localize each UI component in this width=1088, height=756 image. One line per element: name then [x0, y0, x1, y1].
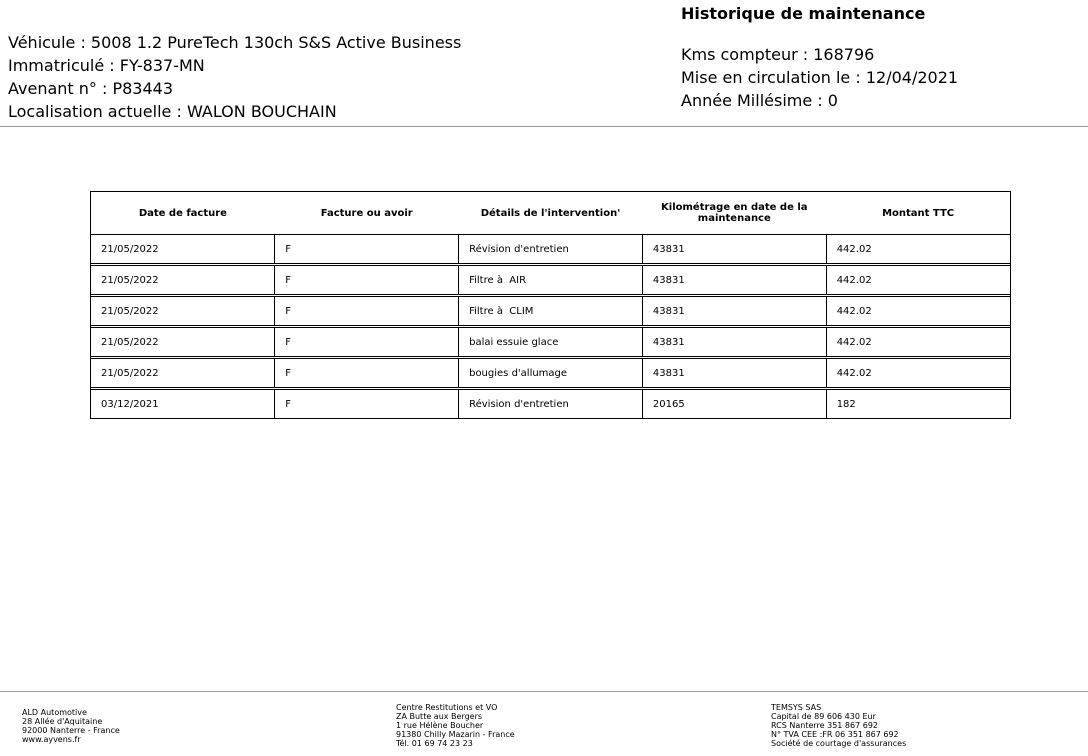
cell-invoice-type: F — [275, 235, 459, 264]
footer-line: TEMSYS SAS — [771, 703, 822, 712]
footer-divider — [0, 691, 1088, 692]
footer-line: 28 Allée d'Aquitaine — [22, 717, 103, 726]
footer-return-center — [396, 703, 515, 748]
vehicle-location: Localisation actuelle : WALON BOUCHAIN — [8, 102, 337, 121]
cell-invoice-type: F — [275, 266, 459, 295]
cell-amount: 182 — [826, 390, 1010, 419]
footer-company — [22, 708, 120, 744]
footer-line: Capital de 89 606 430 Eur — [771, 712, 876, 721]
col-amount: Montant TTC — [826, 192, 1010, 235]
col-mileage: Kilométrage en date de la maintenance — [642, 192, 826, 235]
registration-date: Mise en circulation le : 12/04/2021 — [681, 68, 959, 87]
mileage-info — [681, 43, 958, 112]
contract-number: Avenant n° : P83443 — [8, 79, 174, 98]
footer-line: 92000 Nanterre - France — [22, 726, 120, 735]
cell-intervention-details: Filtre à AIR — [459, 266, 643, 295]
cell-invoice-type: F — [275, 390, 459, 419]
cell-mileage: 43831 — [642, 328, 826, 357]
table-row — [91, 359, 1010, 388]
col-invoice-type: Facture ou avoir — [275, 192, 459, 235]
footer-phone: Tél. 01 69 74 23 23 — [396, 739, 473, 748]
footer-line: RCS Nanterre 351 867 692 — [771, 721, 879, 730]
cell-intervention-details: Révision d'entretien — [459, 235, 643, 264]
vehicle-model: Véhicule : 5008 1.2 PureTech 130ch S&S Active Business — [8, 33, 462, 52]
table-body — [91, 235, 1010, 419]
cell-invoice-date: 21/05/2022 — [91, 266, 275, 295]
cell-mileage: 43831 — [642, 297, 826, 326]
col-intervention-details: Détails de l'intervention' — [459, 192, 643, 235]
cell-mileage: 43831 — [642, 235, 826, 264]
cell-amount: 442.02 — [826, 328, 1010, 357]
footer-line: Société de courtage d'assurances — [771, 739, 907, 748]
cell-invoice-date: 21/05/2022 — [91, 297, 275, 326]
maintenance-table — [90, 191, 1011, 419]
cell-intervention-details: Filtre à CLIM — [459, 297, 643, 326]
cell-invoice-type: F — [275, 328, 459, 357]
table-row — [91, 390, 1010, 419]
odometer: Kms compteur : 168796 — [681, 45, 875, 64]
cell-amount: 442.02 — [826, 359, 1010, 388]
cell-intervention-details: balai essuie glace — [459, 328, 643, 357]
cell-amount: 442.02 — [826, 297, 1010, 326]
footer-line: ZA Butte aux Bergers — [396, 712, 483, 721]
table-header-row — [91, 192, 1010, 235]
cell-intervention-details: Révision d'entretien — [459, 390, 643, 419]
footer-line: N° TVA CEE :FR 06 351 867 692 — [771, 730, 899, 739]
cell-intervention-details: bougies d'allumage — [459, 359, 643, 388]
footer-website: www.ayvens.fr — [22, 735, 81, 744]
vehicle-plate: Immatriculé : FY-837-MN — [8, 56, 205, 75]
vehicle-info — [8, 31, 461, 123]
cell-invoice-date: 03/12/2021 — [91, 390, 275, 419]
footer-line: ALD Automotive — [22, 708, 87, 717]
cell-invoice-type: F — [275, 297, 459, 326]
model-year: Année Millésime : 0 — [681, 91, 838, 110]
cell-mileage: 43831 — [642, 266, 826, 295]
footer-line: 91380 Chilly Mazarin - France — [396, 730, 515, 739]
cell-invoice-type: F — [275, 359, 459, 388]
cell-invoice-date: 21/05/2022 — [91, 328, 275, 357]
cell-invoice-date: 21/05/2022 — [91, 359, 275, 388]
cell-mileage: 43831 — [642, 359, 826, 388]
col-invoice-date: Date de facture — [91, 192, 275, 235]
footer-line: Centre Restitutions et VO — [396, 703, 498, 712]
cell-invoice-date: 21/05/2022 — [91, 235, 275, 264]
doc-title: Historique de maintenance — [681, 4, 926, 23]
header-divider — [0, 126, 1088, 127]
table-row — [91, 297, 1010, 326]
cell-mileage: 20165 — [642, 390, 826, 419]
footer-broker — [771, 703, 906, 748]
cell-amount: 442.02 — [826, 266, 1010, 295]
footer-line: 1 rue Hélène Boucher — [396, 721, 484, 730]
table-row — [91, 328, 1010, 357]
table-row — [91, 235, 1010, 264]
table-row — [91, 266, 1010, 295]
cell-amount: 442.02 — [826, 235, 1010, 264]
